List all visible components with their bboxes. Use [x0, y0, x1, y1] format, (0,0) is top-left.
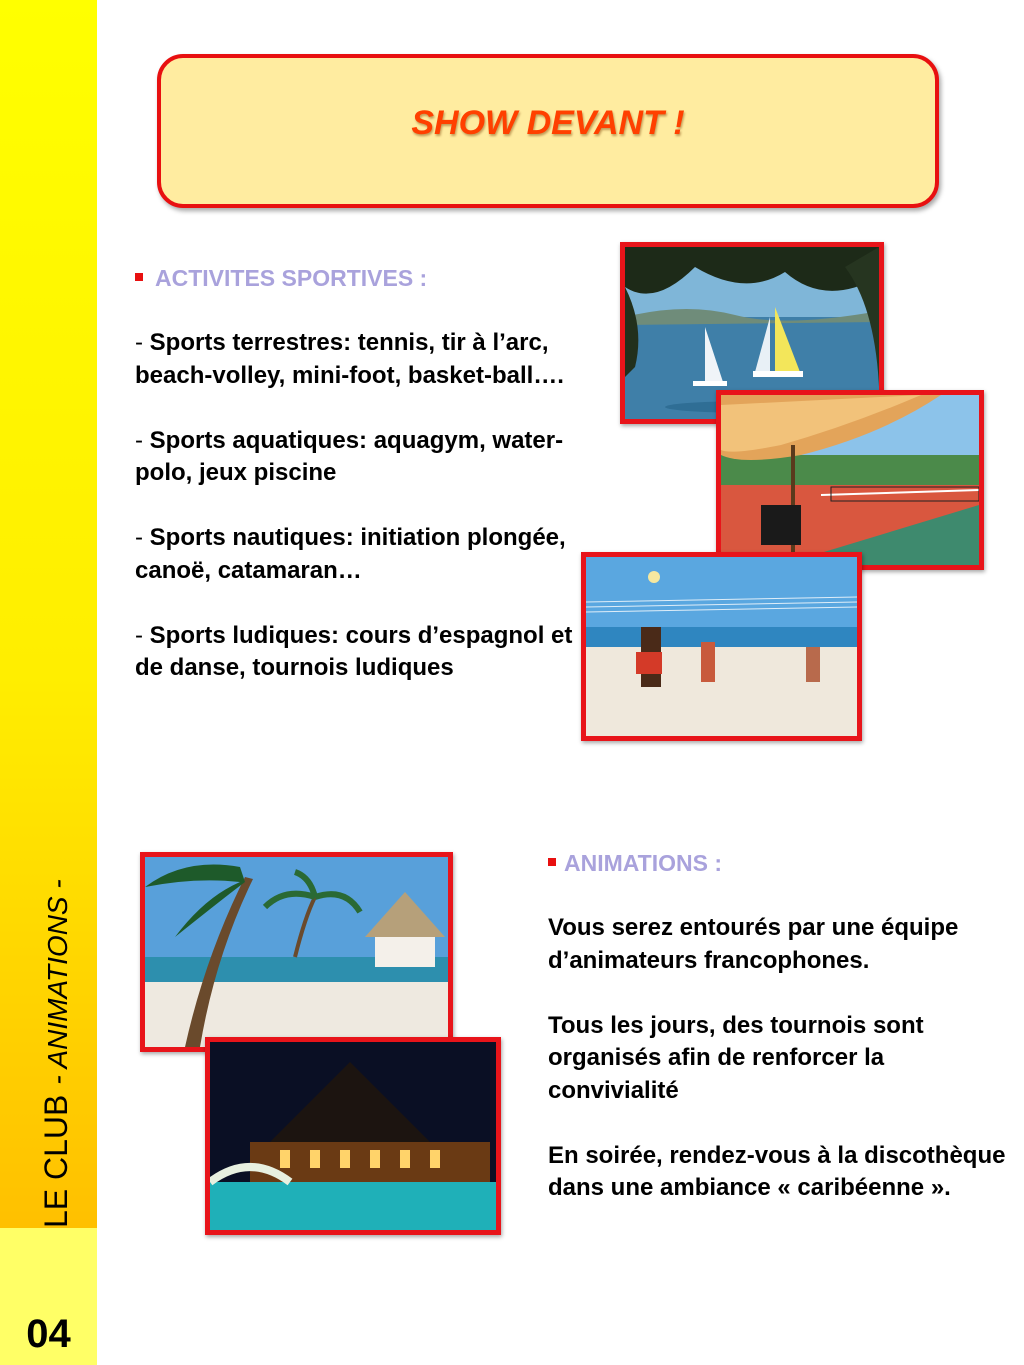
animations-paragraph: En soirée, rendez-vous à la discothèque dans une ambiance « caribéenne ». [548, 1141, 1006, 1201]
animations-paragraph: Tous les jours, des tournois sont organisés afin de renforcer la convivialité [548, 1011, 924, 1104]
sports-item: - Sports terrestres: tennis, tir à l’arc, beach-volley, mini-foot, basket-ball…. [135, 329, 564, 389]
sports-item: - Sports ludiques: cours d’espagnol et de danse, tournois ludiques [135, 621, 573, 681]
animations-heading [548, 847, 1010, 880]
title-banner [157, 54, 939, 208]
photo-resort-night [205, 1037, 501, 1235]
sports-item-text: Sports ludiques: cours d’espagnol et de danse, tournois ludiques [135, 621, 573, 681]
section-title-sub: - ANIMATIONS - [42, 879, 73, 1085]
bullet-icon [548, 858, 556, 866]
page-number: 04 [26, 1312, 71, 1356]
photo-beach-volley [581, 552, 862, 741]
animations-heading-label: ANIMATIONS : [564, 850, 723, 876]
sports-item-text: Sports aquatiques: aquagym, water-polo, jeux piscine [135, 426, 564, 486]
section-title-main: LE CLUB [38, 1094, 74, 1228]
animations-paragraph: Vous serez entourés par une équipe d’animateurs francophones. [548, 914, 959, 974]
sports-section [135, 262, 590, 685]
sports-item-text: Sports nautiques: initiation plongée, canoë, catamaran… [135, 524, 566, 584]
animations-section [548, 847, 1010, 1205]
photo-tennis [716, 390, 984, 570]
sports-item: - Sports aquatiques: aquagym, water-polo, jeux piscine [135, 426, 564, 486]
sports-heading [135, 262, 590, 295]
section-title-vertical [38, 879, 76, 1228]
sports-item: - Sports nautiques: initiation plongée, canoë, catamaran… [135, 524, 566, 584]
sports-item-text: Sports terrestres: tennis, tir à l’arc, beach-volley, mini-foot, basket-ball…. [135, 329, 564, 389]
sports-heading-label: ACTIVITES SPORTIVES : [155, 265, 428, 291]
photo-resort-day [140, 852, 453, 1052]
bullet-icon [135, 273, 143, 281]
page-title: SHOW DEVANT ! [411, 104, 685, 142]
